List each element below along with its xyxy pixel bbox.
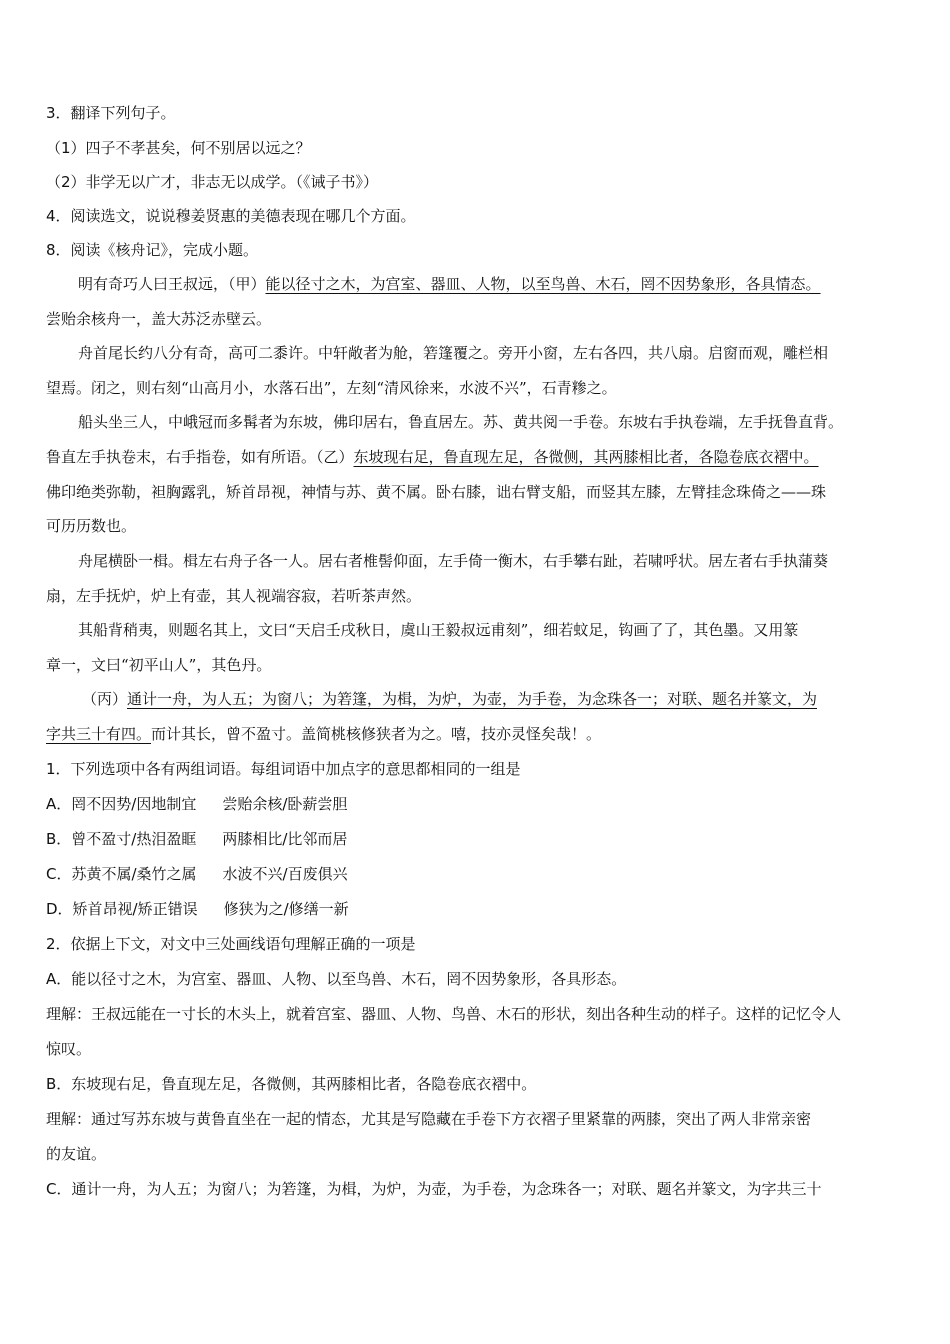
option-1a	[46, 793, 906, 815]
option-2b-explanation-line-1: 理解：通过写苏东坡与黄鲁直坐在一起的情态，尤其是写隐藏在手卷下方衣褶子里紧靠的两膝，突出了两人非常亲密	[46, 1110, 812, 1128]
passage-para-5-line-1: 其船背稍夷，则题名其上，文曰“天启壬戌秋日，虞山王毅叔远甫刻”，细若蚊足，钩画了了，其色墨。又用篆	[78, 621, 799, 639]
option-2a-explanation-line-2: 惊叹。	[46, 1040, 92, 1058]
passage-para-1-line-2: 尝贻余核舟一，盖大苏泛赤壁云。	[46, 310, 272, 328]
option-part: C．苏黄不属/桑竹之属	[46, 865, 197, 883]
option-2c: C．通计一舟，为人五；为窗八；为箬篷，为楫，为炉，为壶，为手卷，为念珠各一；对联、题名并篆文，为字共三十	[46, 1180, 822, 1198]
option-1b	[46, 828, 906, 850]
passage-para-6-line-1	[82, 688, 908, 710]
option-part: 两膝相比/比邻而居	[222, 830, 348, 848]
question-4: 4．阅读选文，说说穆姜贤惠的美德表现在哪几个方面。	[46, 207, 416, 225]
underlined-sentence-jia: 能以径寸之木，为宫室、器皿、人物，以至鸟兽、木石，罔不因势象形，各具情态。	[265, 275, 821, 293]
passage-para-3-line-1: 船头坐三人，中峨冠而多髯者为东坡，佛印居右，鲁直居左。苏、黄共阅一手卷。东坡右手执卷端，左手抚鲁直背。	[78, 413, 844, 431]
passage-para-1-line-1	[78, 273, 908, 295]
passage-text: 而计其长，曾不盈寸。盖简桃核修狭者为之。嘻，技亦灵怪矣哉！。	[151, 725, 602, 743]
passage-para-3-line-3: 佛印绝类弥勒，袒胸露乳，矫首昂视，神情与苏、黄不属。卧右膝，诎右臂支船，而竖其左膝，左臂挂念珠倚之——珠	[46, 483, 827, 501]
option-part: A．罔不因势/因地制宜	[46, 795, 197, 813]
sub-question-2: 2．依据上下文，对文中三处画线语句理解正确的一项是	[46, 935, 416, 953]
question-3-title: 3．翻译下列句子。	[46, 104, 176, 122]
underlined-sentence-yi: 东坡现右足，鲁直现左足，各微侧，其两膝相比者，各隐卷底衣褶中。	[353, 448, 819, 466]
option-2a: A．能以径寸之木，为宫室、器皿、人物、以至鸟兽、木石，罔不因势象形，各具形态。	[46, 970, 627, 988]
passage-para-5-line-2: 章一，文曰“初平山人”，其色丹。	[46, 656, 272, 674]
passage-text: （丙）	[82, 690, 128, 708]
question-8-title: 8．阅读《核舟记》，完成小题。	[46, 241, 259, 259]
passage-para-6-line-2	[46, 723, 906, 745]
option-2a-explanation-line-1: 理解：王叔远能在一寸长的木头上，就着宫室、器皿、人物、鸟兽、木石的形状，刻出各种生动的样子。这样的记忆令人	[46, 1005, 842, 1023]
passage-para-2-line-1: 舟首尾长约八分有奇，高可二黍许。中轩敞者为舱，箬篷覆之。旁开小窗，左右各四，共八扇。启窗而观，雕栏相	[78, 344, 829, 362]
option-2b: B．东坡现右足，鲁直现左足，各微侧，其两膝相比者，各隐卷底衣褶中。	[46, 1075, 537, 1093]
passage-text: 明有奇巧人曰王叔远，（甲）	[78, 275, 266, 293]
underlined-sentence-bing: 通计一舟，为人五；为窗八；为箬篷，为楫，为炉，为壶，为手卷，为念珠各一；对联、题名并篆文，为	[127, 690, 818, 708]
option-2b-explanation-line-2: 的友谊。	[46, 1145, 107, 1163]
passage-para-3-line-2	[46, 446, 906, 468]
question-3-item-1: （1）四子不孝甚矣，何不别居以远之？	[46, 139, 311, 157]
passage-para-3-line-4: 可历历数也。	[46, 517, 137, 535]
option-part: 水波不兴/百废俱兴	[222, 865, 348, 883]
option-part: D．矫首昂视/矫正错误	[46, 900, 198, 918]
option-part: 尝贻余核/卧薪尝胆	[222, 795, 348, 813]
sub-question-1: 1．下列选项中各有两组词语。每组词语中加点字的意思都相同的一组是	[46, 760, 521, 778]
passage-para-4-line-2: 扇，左手抚炉，炉上有壶，其人视端容寂，若听茶声然。	[46, 587, 422, 605]
option-part: B．曾不盈寸/热泪盈眶	[46, 830, 197, 848]
underlined-sentence-bing-end: 字共三十有四。	[46, 725, 152, 743]
question-3-item-2: （2）非学无以广才，非志无以成学。（《诫子书》）	[46, 173, 379, 191]
option-1d	[46, 898, 906, 920]
passage-para-2-line-2: 望焉。闭之，则右刻“山高月小，水落石出”，左刻“清风徐来，水波不兴”，石青糁之。	[46, 379, 617, 397]
passage-text: 鲁直左手执卷末，右手指卷，如有所语。（乙）	[46, 448, 354, 466]
option-1c	[46, 863, 906, 885]
passage-para-4-line-1: 舟尾横卧一楫。楫左右舟子各一人。居右者椎髻仰面，左手倚一衡木，右手攀右趾，若啸呼状。居左者右手执蒲葵	[78, 552, 829, 570]
option-part: 修狭为之/修缮一新	[223, 900, 349, 918]
